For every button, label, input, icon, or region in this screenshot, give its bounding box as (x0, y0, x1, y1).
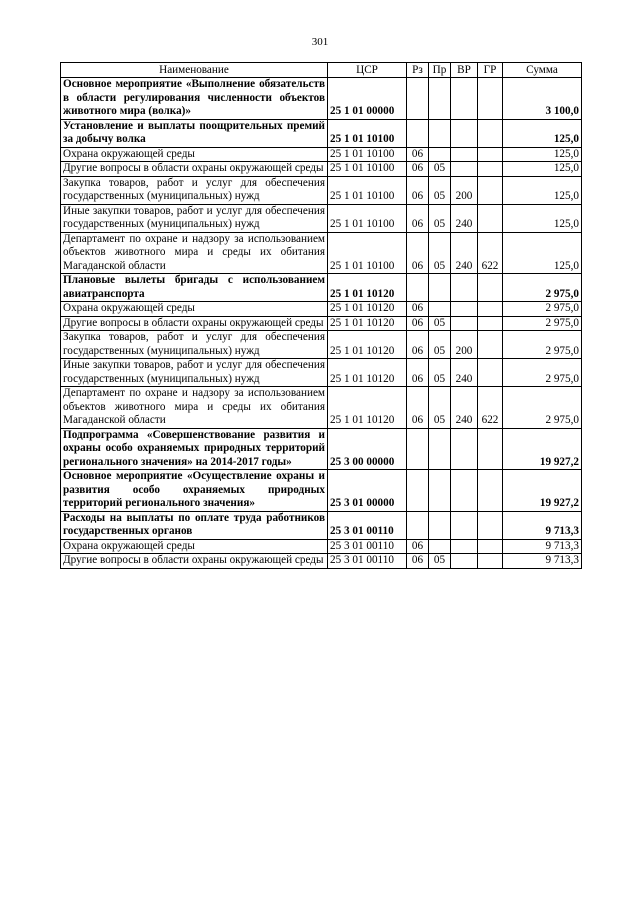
cell-pr (429, 470, 451, 512)
cell-gr (478, 428, 503, 470)
cell-rz: 06 (407, 331, 429, 359)
cell-gr: 622 (478, 232, 503, 274)
cell-vr (451, 470, 478, 512)
cell-sum: 9 713,3 (503, 539, 582, 554)
cell-vr (451, 147, 478, 162)
table-row (61, 78, 582, 120)
cell-csr: 25 1 01 10100 (328, 176, 407, 204)
cell-name: Плановые вылеты бригады с использованием авиатранспорта (61, 274, 328, 302)
cell-rz (407, 78, 429, 120)
cell-rz (407, 511, 429, 539)
cell-sum: 19 927,2 (503, 470, 582, 512)
cell-gr (478, 302, 503, 317)
table-row (61, 539, 582, 554)
table-row (61, 316, 582, 331)
cell-sum: 9 713,3 (503, 511, 582, 539)
table-row (61, 162, 582, 177)
cell-pr (429, 428, 451, 470)
cell-sum: 19 927,2 (503, 428, 582, 470)
cell-rz (407, 119, 429, 147)
cell-rz: 06 (407, 316, 429, 331)
cell-vr (451, 554, 478, 569)
cell-name: Подпрограмма «Совершенствование развития и охраны особо охраняемых природных территорий регионального значения» на 2014-2017 годы» (61, 428, 328, 470)
cell-csr: 25 1 01 10100 (328, 232, 407, 274)
cell-name: Охрана окружающей среды (61, 147, 328, 162)
cell-gr (478, 554, 503, 569)
cell-pr (429, 302, 451, 317)
cell-rz: 06 (407, 204, 429, 232)
cell-gr (478, 511, 503, 539)
table-row (61, 387, 582, 429)
cell-rz: 06 (407, 359, 429, 387)
table-body (61, 78, 582, 569)
cell-sum: 2 975,0 (503, 331, 582, 359)
cell-sum: 3 100,0 (503, 78, 582, 120)
table-row (61, 302, 582, 317)
cell-pr (429, 511, 451, 539)
cell-pr: 05 (429, 316, 451, 331)
cell-sum: 9 713,3 (503, 554, 582, 569)
cell-vr (451, 78, 478, 120)
cell-name: Департамент по охране и надзору за использованием объектов животного мира и среды их обитания Магаданской области (61, 232, 328, 274)
header-name: Наименование (61, 63, 328, 78)
cell-csr: 25 1 01 10120 (328, 302, 407, 317)
table-row (61, 147, 582, 162)
cell-rz: 06 (407, 232, 429, 274)
cell-pr (429, 274, 451, 302)
cell-csr: 25 1 01 10120 (328, 274, 407, 302)
header-gr: ГР (478, 63, 503, 78)
cell-sum: 125,0 (503, 119, 582, 147)
cell-pr: 05 (429, 359, 451, 387)
cell-csr: 25 3 01 00110 (328, 511, 407, 539)
cell-vr: 240 (451, 387, 478, 429)
cell-name: Охрана окружающей среды (61, 539, 328, 554)
header-pr: Пр (429, 63, 451, 78)
cell-sum: 125,0 (503, 147, 582, 162)
cell-gr (478, 539, 503, 554)
cell-rz: 06 (407, 147, 429, 162)
cell-csr: 25 1 01 10120 (328, 316, 407, 331)
cell-vr (451, 316, 478, 331)
cell-csr: 25 1 01 10100 (328, 119, 407, 147)
cell-rz: 06 (407, 554, 429, 569)
cell-sum: 2 975,0 (503, 274, 582, 302)
cell-name: Другие вопросы в области охраны окружающей среды (61, 554, 328, 569)
cell-csr: 25 3 01 00110 (328, 539, 407, 554)
cell-gr (478, 147, 503, 162)
cell-name: Основное мероприятие «Осуществление охраны и развития особо охраняемых природных территорий регионального значения» (61, 470, 328, 512)
cell-vr (451, 511, 478, 539)
cell-name: Другие вопросы в области охраны окружающей среды (61, 316, 328, 331)
cell-gr (478, 274, 503, 302)
table-row (61, 119, 582, 147)
cell-rz: 06 (407, 302, 429, 317)
page-number: 301 (311, 36, 329, 48)
table-row (61, 176, 582, 204)
cell-name: Основное мероприятие «Выполнение обязательств в области регулирования численности объектов животного мира (волка)» (61, 78, 328, 120)
cell-gr (478, 78, 503, 120)
cell-vr (451, 539, 478, 554)
cell-vr: 200 (451, 176, 478, 204)
cell-name: Другие вопросы в области охраны окружающей среды (61, 162, 328, 177)
table-row (61, 204, 582, 232)
cell-csr: 25 1 01 10120 (328, 331, 407, 359)
cell-pr: 05 (429, 176, 451, 204)
cell-pr: 05 (429, 554, 451, 569)
cell-csr: 25 1 01 10120 (328, 387, 407, 429)
cell-gr: 622 (478, 387, 503, 429)
cell-name: Иные закупки товаров, работ и услуг для обеспечения государственных (муниципальных) нужд (61, 359, 328, 387)
table-row (61, 470, 582, 512)
cell-pr: 05 (429, 331, 451, 359)
cell-csr: 25 3 01 00000 (328, 470, 407, 512)
cell-csr: 25 3 00 00000 (328, 428, 407, 470)
cell-sum: 125,0 (503, 204, 582, 232)
table-row (61, 511, 582, 539)
cell-name: Департамент по охране и надзору за использованием объектов животного мира и среды их обитания Магаданской области (61, 387, 328, 429)
cell-name: Иные закупки товаров, работ и услуг для обеспечения государственных (муниципальных) нужд (61, 204, 328, 232)
header-rz: Рз (407, 63, 429, 78)
table-row (61, 554, 582, 569)
cell-vr (451, 302, 478, 317)
cell-pr (429, 78, 451, 120)
cell-gr (478, 176, 503, 204)
table-header-row (61, 63, 582, 78)
cell-rz: 06 (407, 387, 429, 429)
cell-vr (451, 428, 478, 470)
header-sum: Сумма (503, 63, 582, 78)
cell-rz (407, 274, 429, 302)
cell-pr: 05 (429, 204, 451, 232)
cell-pr (429, 119, 451, 147)
header-vr: ВР (451, 63, 478, 78)
table-row (61, 428, 582, 470)
cell-rz (407, 470, 429, 512)
cell-csr: 25 1 01 10100 (328, 204, 407, 232)
cell-gr (478, 162, 503, 177)
cell-name: Закупка товаров, работ и услуг для обеспечения государственных (муниципальных) нужд (61, 176, 328, 204)
cell-pr: 05 (429, 387, 451, 429)
cell-sum: 125,0 (503, 162, 582, 177)
cell-csr: 25 1 01 10100 (328, 147, 407, 162)
cell-sum: 125,0 (503, 176, 582, 204)
cell-pr: 05 (429, 162, 451, 177)
cell-gr (478, 359, 503, 387)
table-row (61, 359, 582, 387)
cell-gr (478, 470, 503, 512)
cell-pr (429, 539, 451, 554)
cell-pr (429, 147, 451, 162)
table-row (61, 331, 582, 359)
cell-vr: 240 (451, 359, 478, 387)
cell-rz: 06 (407, 539, 429, 554)
cell-gr (478, 119, 503, 147)
cell-name: Закупка товаров, работ и услуг для обеспечения государственных (муниципальных) нужд (61, 331, 328, 359)
cell-name: Охрана окружающей среды (61, 302, 328, 317)
cell-vr (451, 274, 478, 302)
budget-table (60, 62, 582, 569)
cell-pr: 05 (429, 232, 451, 274)
header-csr: ЦСР (328, 63, 407, 78)
cell-csr: 25 1 01 10100 (328, 162, 407, 177)
cell-csr: 25 1 01 10120 (328, 359, 407, 387)
cell-vr: 240 (451, 232, 478, 274)
cell-rz: 06 (407, 176, 429, 204)
table-row (61, 232, 582, 274)
cell-sum: 125,0 (503, 232, 582, 274)
cell-vr: 200 (451, 331, 478, 359)
cell-csr: 25 3 01 00110 (328, 554, 407, 569)
cell-vr (451, 162, 478, 177)
cell-gr (478, 316, 503, 331)
cell-vr: 240 (451, 204, 478, 232)
cell-gr (478, 331, 503, 359)
cell-sum: 2 975,0 (503, 316, 582, 331)
cell-name: Расходы на выплаты по оплате труда работников государственных органов (61, 511, 328, 539)
table-row (61, 274, 582, 302)
cell-vr (451, 119, 478, 147)
cell-csr: 25 1 01 00000 (328, 78, 407, 120)
cell-gr (478, 204, 503, 232)
cell-sum: 2 975,0 (503, 359, 582, 387)
cell-sum: 2 975,0 (503, 302, 582, 317)
cell-rz (407, 428, 429, 470)
cell-name: Установление и выплаты поощрительных премий за добычу волка (61, 119, 328, 147)
cell-sum: 2 975,0 (503, 387, 582, 429)
cell-rz: 06 (407, 162, 429, 177)
